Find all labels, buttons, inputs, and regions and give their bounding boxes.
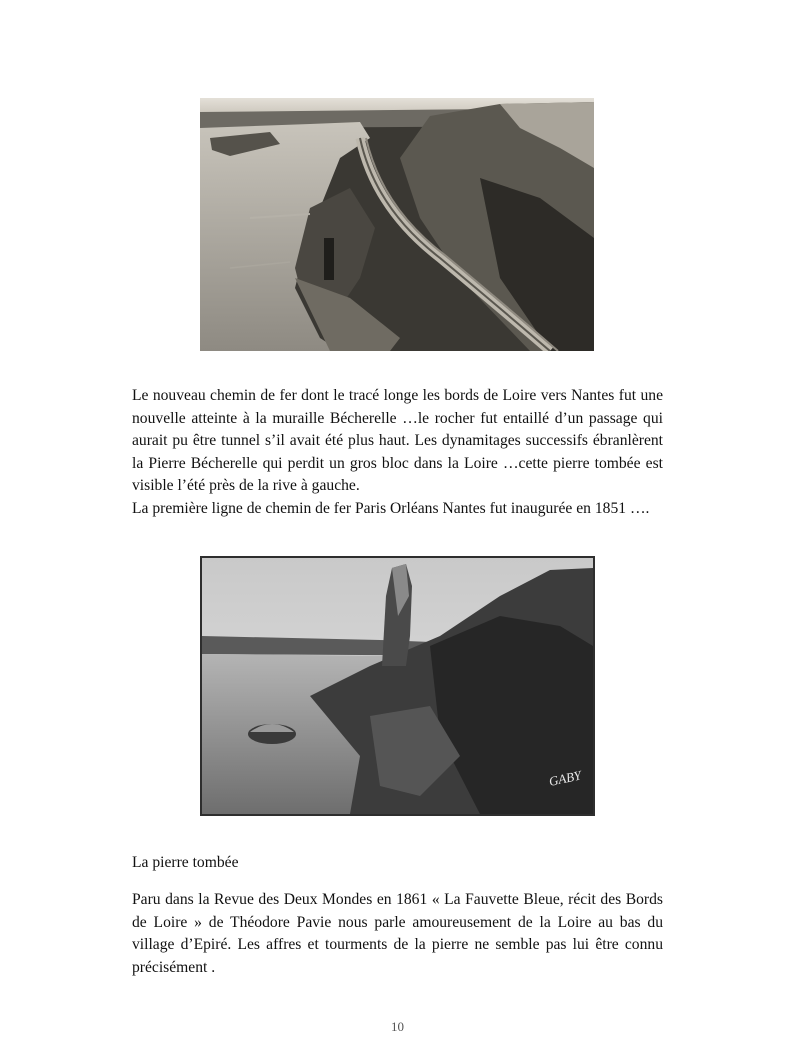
page-number: 10 <box>391 1019 404 1034</box>
photo-signature: GABY <box>547 767 583 789</box>
aerial-photo-drawing <box>200 98 594 351</box>
rock-photo-drawing <box>200 556 595 816</box>
body-paragraph-fauvette <box>132 889 663 979</box>
caption-text: La pierre tombée <box>132 854 239 871</box>
paragraph-text-fauvette: Paru dans la Revue des Deux Mondes en 1861 « La Fauvette Bleue, récit des Bords de Loire » de Théodore Pavie nous parle amoureusement de la Loire au bas du village d’Epiré. Les affres et tourments de la pierre ne semble pas lui être connu précisément . <box>132 891 663 976</box>
paragraph-text: Le nouveau chemin de fer dont le tracé longe les bords de Loire vers Nantes fut une nouvelle atteinte à la muraille Bécherelle …le rocher fut entaillé d’un passage qui aurait pu être tunnel s’il avait été plus haut. Les dynamitages successifs ébranlèrent la Pierre Bécherelle qui perdit un gros bloc dans la Loire …cette pierre tombée est visible l’été près de la rive à gauche. <box>132 387 663 495</box>
photo-caption <box>132 852 663 875</box>
aerial-photo-loire-railway <box>200 98 594 351</box>
photo-pierre-becherelle <box>200 556 595 816</box>
paragraph-text-inauguration: La première ligne de chemin de fer Paris Orléans Nantes fut inaugurée en 1851 …. <box>132 499 650 517</box>
body-paragraph-railway <box>132 385 663 521</box>
